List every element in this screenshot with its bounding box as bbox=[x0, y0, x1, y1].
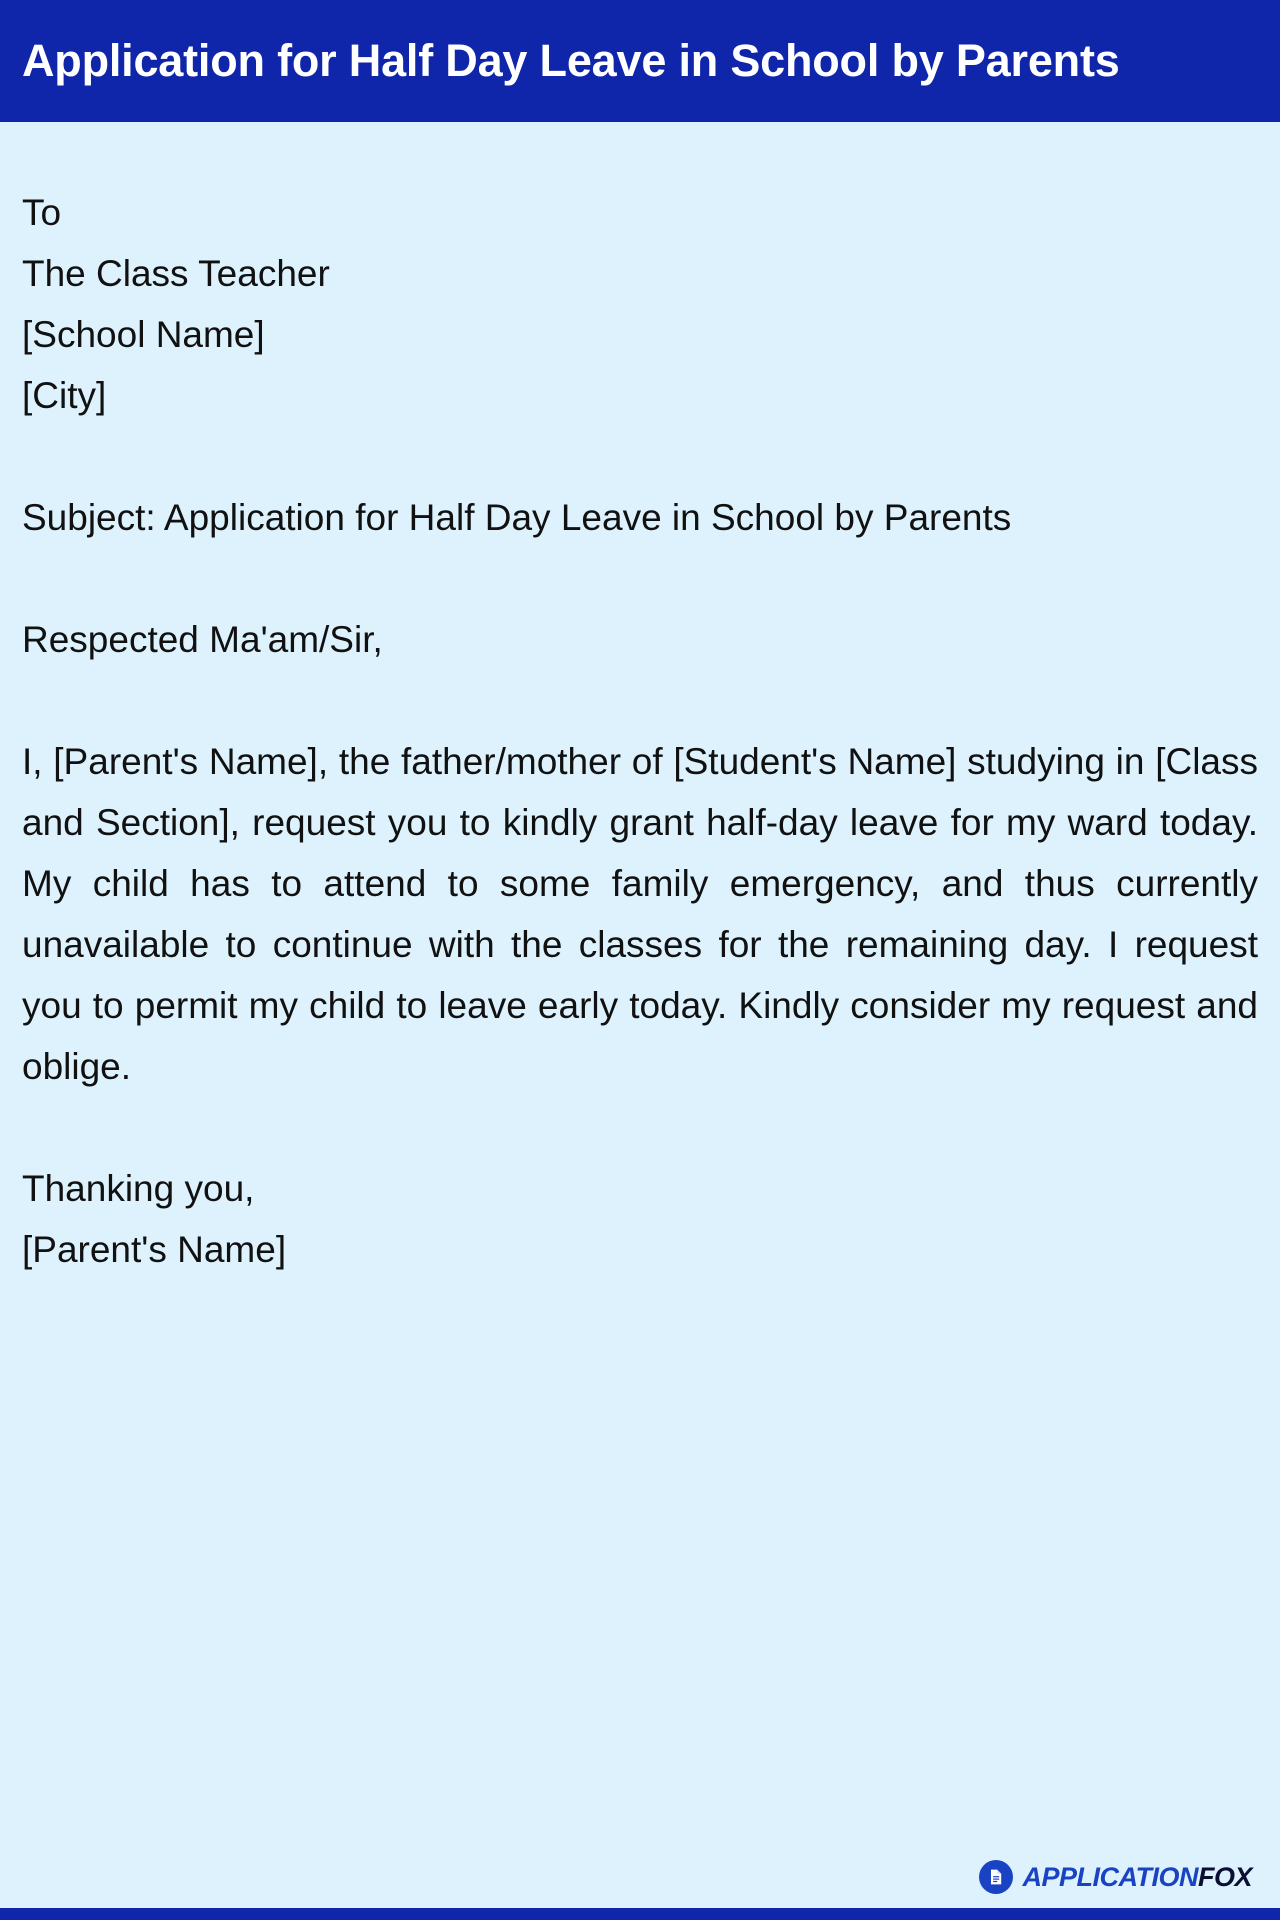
recipient-line-city: [City] bbox=[22, 375, 107, 416]
signature-line: [Parent's Name] bbox=[22, 1229, 287, 1270]
spacer-after-body bbox=[22, 1097, 1258, 1158]
page-title: Application for Half Day Leave in School by Parents bbox=[22, 35, 1120, 87]
spacer-after-address bbox=[22, 426, 1258, 487]
brand-logo bbox=[979, 1860, 1252, 1894]
recipient-line-school-name: [School Name] bbox=[22, 314, 265, 355]
salutation: Respected Ma'am/Sir, bbox=[22, 619, 383, 660]
page-header-band bbox=[0, 0, 1280, 122]
letter-body-paragraph: I, [Parent's Name], the father/mother of [Student's Name] studying in [Class and Section], request you to kindly grant half-day leave for my ward today. My child has to attend to some family emergency, and thus currently unavailable to continue with the classes for the remaining day. I request you to permit my child to leave early today. Kindly consider my request and oblige. bbox=[22, 741, 1258, 1087]
spacer-after-subject bbox=[22, 548, 1258, 609]
brand-wordmark-primary: APPLICATION bbox=[1022, 1861, 1198, 1892]
brand-wordmark-secondary: FOX bbox=[1197, 1861, 1252, 1892]
recipient-line-class-teacher: The Class Teacher bbox=[22, 253, 330, 294]
closing-line: Thanking you, bbox=[22, 1168, 255, 1209]
brand-wordmark bbox=[1022, 1861, 1252, 1892]
subject-line: Subject: Application for Half Day Leave in School by Parents bbox=[22, 497, 1012, 538]
bottom-accent-bar bbox=[0, 1908, 1280, 1920]
document-circle-icon bbox=[979, 1860, 1013, 1894]
recipient-line-to: To bbox=[22, 192, 62, 233]
letter-content bbox=[22, 182, 1258, 1280]
letter-body bbox=[0, 122, 1280, 1920]
spacer-after-salutation bbox=[22, 670, 1258, 731]
